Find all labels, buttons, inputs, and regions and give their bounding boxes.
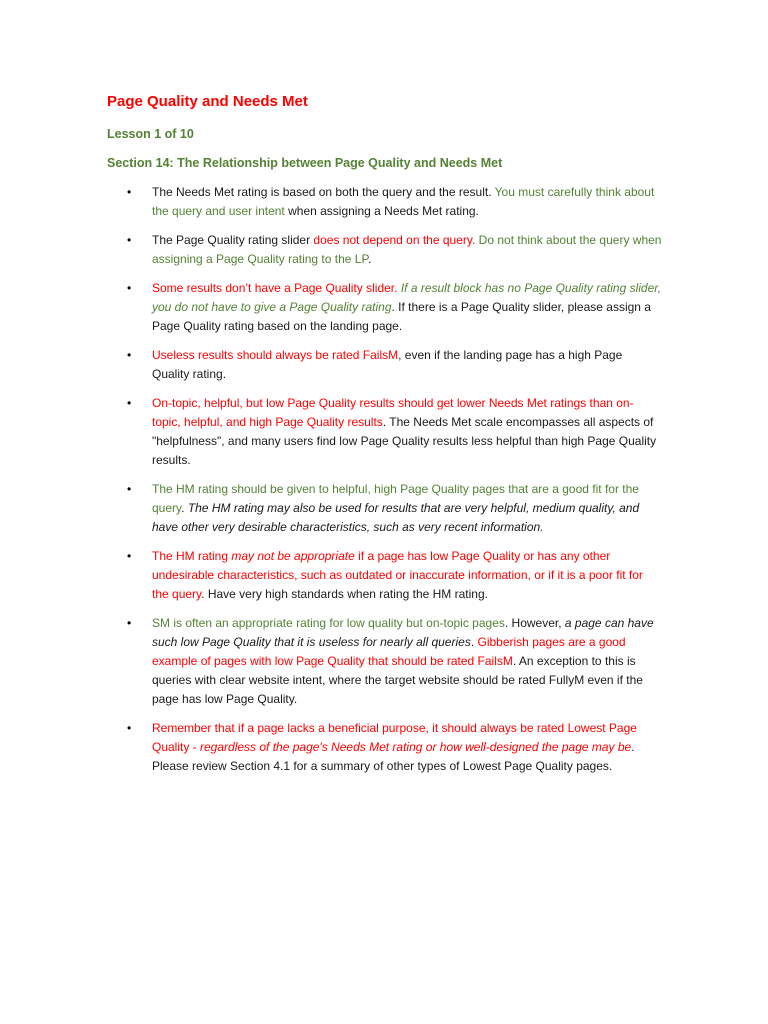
text-run: if a page has low Page Quality or has any other undesirable characteristics, such as outdated or inaccurate information, or if it is a poor fit for the query (152, 549, 643, 601)
bullet-item (0, 231, 768, 269)
bullet-text (152, 279, 662, 336)
text-run: . However, (504, 616, 565, 630)
text-run: . Have very high standards when rating the HM rating. (201, 587, 488, 601)
text-run: . (181, 501, 188, 515)
text-run: On-topic, helpful, but low Page Quality results should get lower Needs Met ratings than on-topic, helpful, and high Page Quality results (152, 396, 634, 429)
section-heading: Section 14: The Relationship between Page Quality and Needs Met (107, 156, 503, 170)
text-run: If a result block has no Page Quality rating slider, you do not have to give a Page Quality rating (152, 281, 661, 314)
bullet-marker: • (127, 721, 132, 735)
text-run: Some results don’t have a Page Quality slider. (152, 281, 401, 295)
text-run: when assigning a Needs Met rating. (284, 204, 479, 218)
text-run: The HM rating may also be used for results that are very helpful, medium quality, and have other very desirable characteristics, such as very recent information. (152, 501, 640, 534)
bullet-marker: • (127, 348, 132, 362)
text-run: a page can have such low Page Quality that it is useless for nearly all queries (152, 616, 654, 649)
page-title: Page Quality and Needs Met (107, 93, 308, 110)
bullet-text (152, 183, 662, 221)
text-run: Gibberish pages are a good example of pages with low Page Quality that should be rated FailsM (152, 635, 626, 668)
text-run: The HM rating should be given to helpful, high Page Quality pages that are a good fit for the query (152, 482, 639, 515)
text-run: may not be appropriate (231, 549, 355, 563)
text-run: You must carefully think about the query and user intent (152, 185, 655, 218)
text-run: . An exception to this is queries with clear website intent, where the target website should be rated FullyM even if the page has low Page Quality. (152, 654, 643, 706)
lesson-label: Lesson 1 of 10 (107, 127, 194, 141)
bullet-marker: • (127, 281, 132, 295)
text-run: Useless results should always be rated FailsM (152, 348, 399, 362)
bullet-item (0, 547, 768, 604)
bullet-text (152, 719, 662, 776)
text-run: Do not think about the query when assigning a Page Quality rating to the LP (152, 233, 662, 266)
bullet-item (0, 183, 768, 221)
bullet-marker: • (127, 549, 132, 563)
text-run: . (367, 252, 372, 266)
bullet-item (0, 346, 768, 384)
text-run: . Please review Section 4.1 for a summary of other types of Lowest Page Quality pages. (152, 740, 635, 773)
bullet-marker: • (127, 396, 132, 410)
text-run: Remember that if a page lacks a beneficial purpose, it should always be rated Lowest Page Quality - (152, 721, 637, 754)
bullet-marker: • (127, 616, 132, 630)
bullet-text (152, 614, 662, 709)
bullet-item (0, 719, 768, 776)
text-run: does not depend on the query. (313, 233, 476, 247)
bullet-item (0, 279, 768, 336)
text-run: The Page Quality rating slider (152, 233, 314, 247)
bullet-item (0, 394, 768, 470)
bullet-text (152, 231, 662, 269)
bullet-text (152, 547, 662, 604)
bullet-item (0, 480, 768, 537)
bullet-marker: • (127, 482, 132, 496)
bullet-marker: • (127, 185, 132, 199)
text-run: regardless of the page's Needs Met rating or how well-designed the page may be (200, 740, 632, 754)
text-run: . (470, 635, 478, 649)
bullet-text (152, 346, 662, 384)
bullet-text (152, 480, 662, 537)
text-run: . The Needs Met scale encompasses all aspects of "helpfulness", and many users find low Page Quality results less helpful than high Page Quality results. (152, 415, 657, 467)
bullet-list (0, 183, 768, 786)
text-run: . If there is a Page Quality slider, please assign a Page Quality rating based on the landing page. (152, 300, 651, 333)
text-run: , even if the landing page has a high Page Quality rating. (152, 348, 623, 381)
bullet-item (0, 614, 768, 709)
text-run: SM is often an appropriate rating for low quality but on-topic pages (152, 616, 505, 630)
bullet-text (152, 394, 662, 470)
text-run: The HM rating (152, 549, 232, 563)
text-run: The Needs Met rating is based on both the query and the result. (152, 185, 495, 199)
bullet-marker: • (127, 233, 132, 247)
